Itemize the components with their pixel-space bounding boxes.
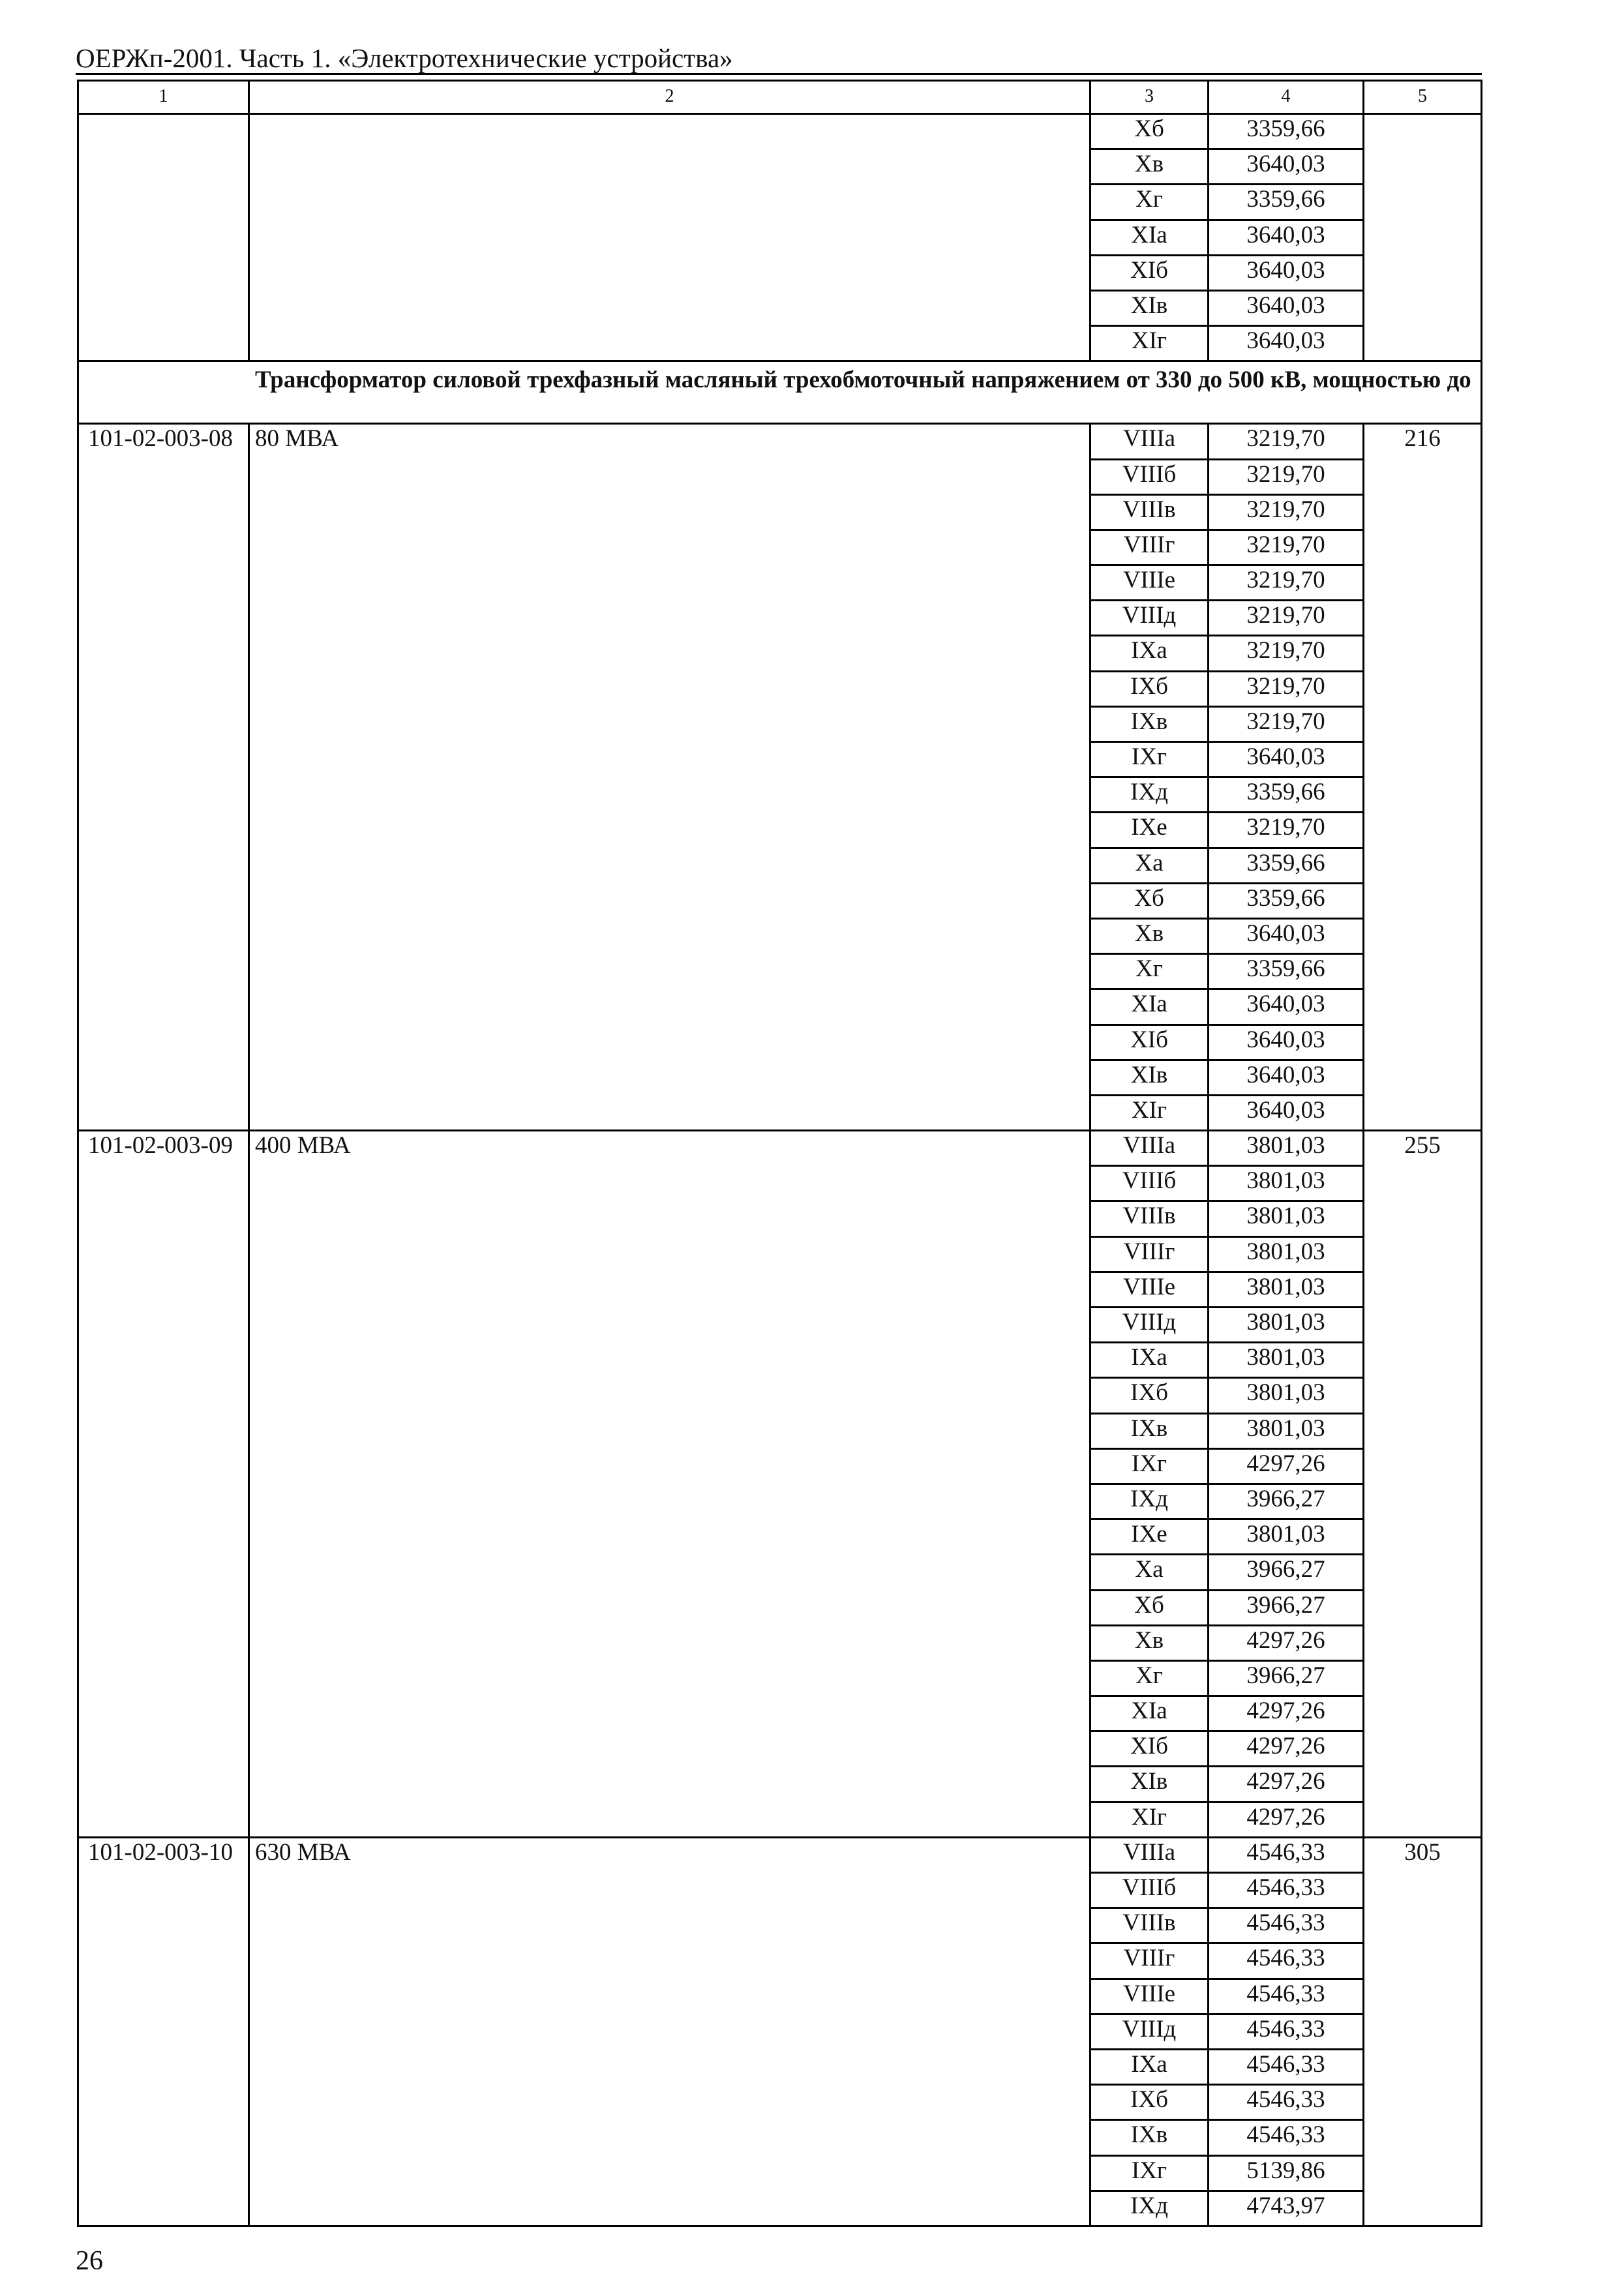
price-cell: 4546,33 [1209,1943,1364,1979]
zone-cell: Хв [1090,1625,1209,1660]
extra-value: 255 [1364,1131,1482,1838]
price-cell: 3359,66 [1209,114,1364,149]
table-row [78,114,1482,149]
zone-cell: ХIб [1090,1731,1209,1767]
extra-value: 305 [1364,1837,1482,2226]
price-cell: 3801,03 [1209,1343,1364,1378]
table-body [78,114,1482,2226]
rate-code: 101-02-003-09 [78,1131,249,1838]
zone-cell: Хг [1090,185,1209,220]
zone-cell: IХг [1090,1448,1209,1484]
zone-cell: Хг [1090,1660,1209,1696]
zone-cell: ХIб [1090,255,1209,290]
price-cell: 3966,27 [1209,1660,1364,1696]
price-cell: 3359,66 [1209,954,1364,989]
zone-cell: VIIIд [1090,1308,1209,1343]
price-cell: 3219,70 [1209,636,1364,671]
zone-cell: VIIIг [1090,530,1209,565]
zone-cell: Хб [1090,1590,1209,1625]
page-number: 26 [76,2246,103,2276]
price-cell: 3801,03 [1209,1378,1364,1413]
price-cell: 4297,26 [1209,1767,1364,1802]
zone-cell: IХг [1090,2155,1209,2191]
zone-cell: VIIIа [1090,1131,1209,1166]
column-number-1: 1 [78,81,249,114]
price-cell: 4546,33 [1209,1837,1364,1872]
section-heading: Трансформатор силовой трехфазный масляный трехобмоточный напряжением от 330 до 500 кВ, мощностью до [78,361,1482,424]
price-cell: 3219,70 [1209,706,1364,741]
zone-cell: ХIа [1090,1696,1209,1731]
zone-cell: IХа [1090,2049,1209,2084]
price-cell: 4743,97 [1209,2191,1364,2226]
price-cell: 3966,27 [1209,1590,1364,1625]
zone-cell: VIIIа [1090,1837,1209,1872]
column-number-row [78,81,1482,114]
price-cell: 3219,70 [1209,530,1364,565]
zone-cell: IХб [1090,2085,1209,2120]
zone-cell: IХб [1090,1378,1209,1413]
zone-cell: IХе [1090,1519,1209,1555]
price-cell: 3640,03 [1209,1025,1364,1060]
price-cell: 3219,70 [1209,459,1364,494]
zone-cell: VIIIд [1090,601,1209,636]
rate-name: 630 МВА [249,1837,1090,2226]
zone-cell: IХа [1090,1343,1209,1378]
zone-cell: IХв [1090,1413,1209,1448]
section-heading-row [78,361,1482,424]
price-cell: 3219,70 [1209,601,1364,636]
zone-cell: ХIг [1090,326,1209,361]
price-cell: 3359,66 [1209,848,1364,883]
price-cell: 4546,33 [1209,1908,1364,1943]
header-rule [76,73,1482,75]
price-cell: 4546,33 [1209,2085,1364,2120]
price-cell: 3640,03 [1209,989,1364,1025]
zone-cell: IХв [1090,706,1209,741]
price-cell: 3219,70 [1209,671,1364,706]
price-cell: 4297,26 [1209,1448,1364,1484]
price-cell: 4297,26 [1209,1625,1364,1660]
extra-value: 216 [1364,424,1482,1131]
zone-cell: VIIIб [1090,1873,1209,1908]
code-cell [78,114,249,361]
price-cell: 3219,70 [1209,565,1364,601]
rates-table-container [77,80,1482,2227]
zone-cell: Хб [1090,883,1209,918]
price-cell: 3640,03 [1209,326,1364,361]
price-cell: 3219,70 [1209,813,1364,848]
price-cell: 3801,03 [1209,1308,1364,1343]
price-cell: 3640,03 [1209,742,1364,777]
zone-cell: ХIг [1090,1095,1209,1130]
zone-cell: VIIIб [1090,459,1209,494]
rate-code: 101-02-003-10 [78,1837,249,2226]
price-cell: 3801,03 [1209,1413,1364,1448]
zone-cell: IХг [1090,742,1209,777]
zone-cell: VIIIе [1090,565,1209,601]
zone-cell: VIIIв [1090,494,1209,530]
price-cell: 4546,33 [1209,2014,1364,2049]
price-cell: 3640,03 [1209,255,1364,290]
price-cell: 5139,86 [1209,2155,1364,2191]
price-cell: 4297,26 [1209,1802,1364,1837]
price-cell: 3640,03 [1209,1095,1364,1130]
zone-cell: ХIб [1090,1025,1209,1060]
rate-name: 80 МВА [249,424,1090,1131]
zone-cell: IХа [1090,636,1209,671]
price-cell: 3359,66 [1209,883,1364,918]
zone-cell: Хв [1090,918,1209,953]
price-cell: 3801,03 [1209,1519,1364,1555]
price-cell: 3219,70 [1209,494,1364,530]
price-cell: 3219,70 [1209,424,1364,459]
price-cell: 3966,27 [1209,1555,1364,1590]
zone-cell: Ха [1090,848,1209,883]
zone-cell: ХIв [1090,290,1209,325]
extra-cell [1364,114,1482,361]
zone-cell: VIIIв [1090,1201,1209,1236]
zone-cell: IХб [1090,671,1209,706]
price-cell: 3801,03 [1209,1201,1364,1236]
zone-cell: ХIв [1090,1060,1209,1095]
rate-name: 400 МВА [249,1131,1090,1838]
price-cell: 4546,33 [1209,2049,1364,2084]
zone-cell: IХд [1090,777,1209,813]
price-cell: 3801,03 [1209,1236,1364,1272]
price-cell: 3359,66 [1209,777,1364,813]
zone-cell: VIIIд [1090,2014,1209,2049]
price-cell: 3640,03 [1209,149,1364,185]
table-row [78,1131,1482,1166]
zone-cell: VIIIг [1090,1236,1209,1272]
zone-cell: VIIIв [1090,1908,1209,1943]
zone-cell: VIIIа [1090,424,1209,459]
column-number-2: 2 [249,81,1090,114]
zone-cell: ХIг [1090,1802,1209,1837]
zone-cell: Хб [1090,114,1209,149]
zone-cell: ХIв [1090,1767,1209,1802]
price-cell: 3640,03 [1209,1060,1364,1095]
table-row [78,1837,1482,1872]
zone-cell: VIIIе [1090,1272,1209,1307]
price-cell: 4546,33 [1209,1979,1364,2014]
zone-cell: Хв [1090,149,1209,185]
price-cell: 4297,26 [1209,1731,1364,1767]
price-cell: 3801,03 [1209,1166,1364,1201]
zone-cell: ХIа [1090,989,1209,1025]
price-cell: 3640,03 [1209,290,1364,325]
price-cell: 3801,03 [1209,1272,1364,1307]
column-number-5: 5 [1364,81,1482,114]
price-cell: 3359,66 [1209,185,1364,220]
zone-cell: IХе [1090,813,1209,848]
zone-cell: IХд [1090,1484,1209,1519]
page-header: ОЕРЖп-2001. Часть 1. «Электротехнические устройства» [76,43,733,73]
price-cell: 3640,03 [1209,220,1364,255]
price-cell: 4546,33 [1209,2120,1364,2155]
column-number-4: 4 [1209,81,1364,114]
name-cell [249,114,1090,361]
zone-cell: Ха [1090,1555,1209,1590]
price-cell: 4546,33 [1209,1873,1364,1908]
zone-cell: ХIа [1090,220,1209,255]
rates-table [77,80,1482,2227]
zone-cell: VIIIе [1090,1979,1209,2014]
price-cell: 3640,03 [1209,918,1364,953]
zone-cell: Хг [1090,954,1209,989]
table-row [78,424,1482,459]
zone-cell: IХд [1090,2191,1209,2226]
zone-cell: IХв [1090,2120,1209,2155]
rate-code: 101-02-003-08 [78,424,249,1131]
price-cell: 4297,26 [1209,1696,1364,1731]
zone-cell: VIIIб [1090,1166,1209,1201]
price-cell: 3966,27 [1209,1484,1364,1519]
column-number-3: 3 [1090,81,1209,114]
price-cell: 3801,03 [1209,1131,1364,1166]
zone-cell: VIIIг [1090,1943,1209,1979]
